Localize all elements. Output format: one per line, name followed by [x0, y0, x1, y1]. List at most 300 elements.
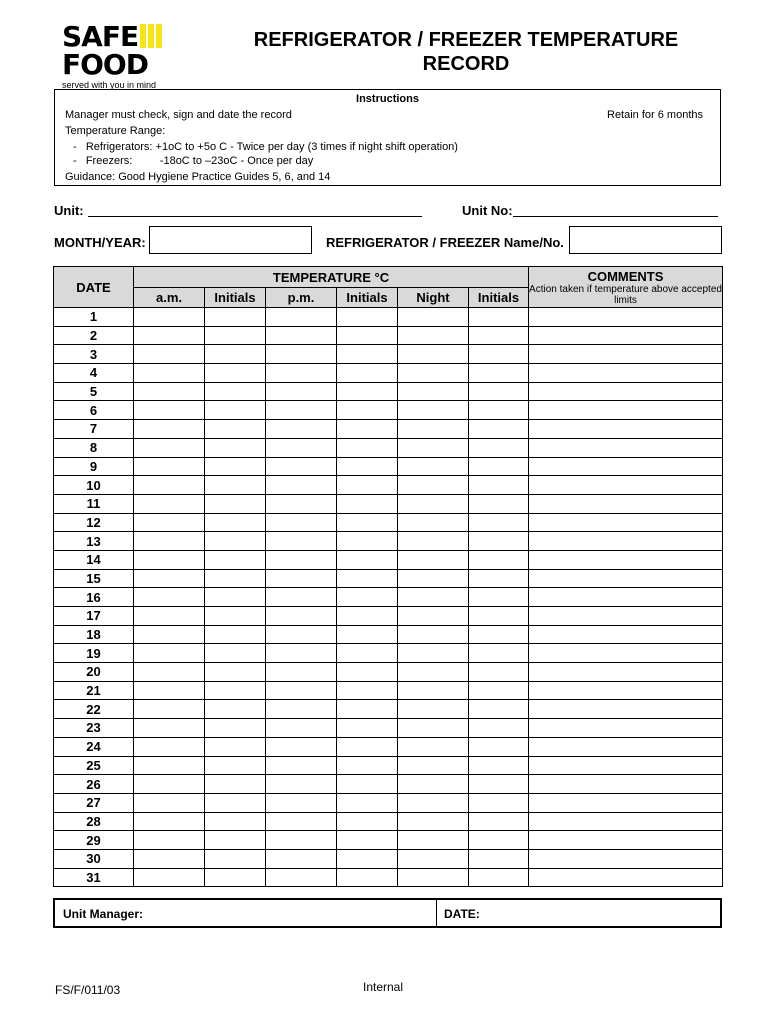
day-number: 26: [54, 775, 134, 794]
logo-tagline: served with you in mind: [62, 80, 157, 90]
day-number: 12: [54, 513, 134, 532]
comments-cell[interactable]: [529, 364, 723, 383]
night-initials-cell[interactable]: [469, 756, 529, 775]
am-initials-cell[interactable]: [205, 663, 266, 682]
comments-cell[interactable]: [529, 756, 723, 775]
pm-initials-cell[interactable]: [337, 588, 398, 607]
am-initials-cell[interactable]: [205, 625, 266, 644]
pm-initials-cell[interactable]: [337, 532, 398, 551]
night-initials-cell[interactable]: [469, 401, 529, 420]
table-row: [54, 831, 723, 850]
am-initials-cell[interactable]: [205, 382, 266, 401]
comments-cell[interactable]: [529, 663, 723, 682]
night-cell[interactable]: [398, 607, 469, 626]
col-pm: p.m.: [266, 288, 337, 308]
comments-cell[interactable]: [529, 849, 723, 868]
night-cell[interactable]: [398, 719, 469, 738]
am-cell[interactable]: [134, 849, 205, 868]
am-initials-cell[interactable]: [205, 756, 266, 775]
pm-cell[interactable]: [266, 513, 337, 532]
instruction-guidance: Guidance: Good Hygiene Practice Guides 5, 6, and 14: [65, 171, 331, 183]
night-initials-cell[interactable]: [469, 793, 529, 812]
instruction-retain: Retain for 6 months: [607, 109, 703, 121]
comments-cell[interactable]: [529, 625, 723, 644]
night-cell[interactable]: [398, 737, 469, 756]
am-initials-cell[interactable]: [205, 345, 266, 364]
day-number: 7: [54, 420, 134, 439]
am-cell[interactable]: [134, 756, 205, 775]
pm-initials-cell[interactable]: [337, 775, 398, 794]
am-cell[interactable]: [134, 812, 205, 831]
comments-cell[interactable]: [529, 420, 723, 439]
am-cell[interactable]: [134, 569, 205, 588]
logo-bars-icon: [140, 24, 170, 48]
pm-initials-cell[interactable]: [337, 569, 398, 588]
am-initials-cell[interactable]: [205, 364, 266, 383]
comments-cell[interactable]: [529, 532, 723, 551]
night-initials-cell[interactable]: [469, 457, 529, 476]
table-row: [54, 364, 723, 383]
am-cell[interactable]: [134, 775, 205, 794]
comments-title: COMMENTS: [587, 268, 664, 284]
day-number: 8: [54, 438, 134, 457]
am-cell[interactable]: [134, 382, 205, 401]
pm-cell[interactable]: [266, 663, 337, 682]
pm-cell[interactable]: [266, 438, 337, 457]
table-row: [54, 719, 723, 738]
night-cell[interactable]: [398, 700, 469, 719]
pm-initials-cell[interactable]: [337, 550, 398, 569]
pm-initials-cell[interactable]: [337, 476, 398, 495]
pm-cell[interactable]: [266, 775, 337, 794]
table-row: [54, 756, 723, 775]
night-cell[interactable]: [398, 868, 469, 887]
day-number: 9: [54, 457, 134, 476]
table-row: [54, 326, 723, 345]
day-number: 30: [54, 849, 134, 868]
night-cell[interactable]: [398, 513, 469, 532]
am-initials-cell[interactable]: [205, 607, 266, 626]
am-cell[interactable]: [134, 737, 205, 756]
am-initials-cell[interactable]: [205, 812, 266, 831]
unit-label: Unit:: [54, 203, 84, 218]
am-cell[interactable]: [134, 438, 205, 457]
night-cell[interactable]: [398, 494, 469, 513]
night-initials-cell[interactable]: [469, 345, 529, 364]
am-cell[interactable]: [134, 719, 205, 738]
classification: Internal: [363, 980, 404, 994]
pm-initials-cell[interactable]: [337, 513, 398, 532]
day-number: 5: [54, 382, 134, 401]
pm-initials-cell[interactable]: [337, 364, 398, 383]
pm-cell[interactable]: [266, 308, 337, 327]
night-initials-cell[interactable]: [469, 812, 529, 831]
pm-cell[interactable]: [266, 681, 337, 700]
am-cell[interactable]: [134, 588, 205, 607]
day-number: 23: [54, 719, 134, 738]
night-cell[interactable]: [398, 756, 469, 775]
pm-cell[interactable]: [266, 607, 337, 626]
table-row: [54, 420, 723, 439]
logo-word-safe: SAFE: [62, 20, 139, 53]
pm-initials-cell[interactable]: [337, 756, 398, 775]
am-cell[interactable]: [134, 663, 205, 682]
pm-initials-cell[interactable]: [337, 663, 398, 682]
comments-cell[interactable]: [529, 868, 723, 887]
am-initials-cell[interactable]: [205, 719, 266, 738]
comments-cell[interactable]: [529, 382, 723, 401]
pm-initials-cell[interactable]: [337, 401, 398, 420]
pm-initials-cell[interactable]: [337, 831, 398, 850]
page-title: [216, 28, 716, 76]
pm-initials-cell[interactable]: [337, 494, 398, 513]
pm-cell[interactable]: [266, 812, 337, 831]
pm-initials-cell[interactable]: [337, 849, 398, 868]
am-initials-cell[interactable]: [205, 868, 266, 887]
comments-cell[interactable]: [529, 737, 723, 756]
am-initials-cell[interactable]: [205, 644, 266, 663]
page-title-line1: REFRIGERATOR / FREEZER TEMPERATURE: [253, 29, 679, 51]
night-initials-cell[interactable]: [469, 849, 529, 868]
day-number: 13: [54, 532, 134, 551]
table-row: [54, 588, 723, 607]
night-initials-cell[interactable]: [469, 625, 529, 644]
pm-initials-cell[interactable]: [337, 625, 398, 644]
pm-cell[interactable]: [266, 326, 337, 345]
comments-cell[interactable]: [529, 569, 723, 588]
night-initials-cell[interactable]: [469, 775, 529, 794]
table-row: [54, 569, 723, 588]
pm-cell[interactable]: [266, 793, 337, 812]
table-row: [54, 457, 723, 476]
comments-cell[interactable]: [529, 401, 723, 420]
fridge-name-field[interactable]: [569, 226, 722, 254]
pm-cell[interactable]: [266, 737, 337, 756]
am-cell[interactable]: [134, 401, 205, 420]
pm-initials-cell[interactable]: [337, 326, 398, 345]
am-cell[interactable]: [134, 793, 205, 812]
am-cell[interactable]: [134, 513, 205, 532]
am-initials-cell[interactable]: [205, 569, 266, 588]
night-cell[interactable]: [398, 438, 469, 457]
table-row: [54, 849, 723, 868]
pm-cell[interactable]: [266, 644, 337, 663]
pm-cell[interactable]: [266, 550, 337, 569]
night-initials-cell[interactable]: [469, 719, 529, 738]
night-cell[interactable]: [398, 812, 469, 831]
am-cell[interactable]: [134, 476, 205, 495]
am-initials-cell[interactable]: [205, 775, 266, 794]
table-row: [54, 308, 723, 327]
day-number: 17: [54, 607, 134, 626]
comments-cell[interactable]: [529, 345, 723, 364]
am-initials-cell[interactable]: [205, 308, 266, 327]
instruction-temp-range: Temperature Range:: [65, 125, 166, 137]
pm-cell[interactable]: [266, 700, 337, 719]
am-initials-cell[interactable]: [205, 513, 266, 532]
pm-cell[interactable]: [266, 457, 337, 476]
pm-initials-cell[interactable]: [337, 607, 398, 626]
am-initials-cell[interactable]: [205, 737, 266, 756]
night-initials-cell[interactable]: [469, 644, 529, 663]
day-number: 10: [54, 476, 134, 495]
comments-cell[interactable]: [529, 494, 723, 513]
pm-cell[interactable]: [266, 420, 337, 439]
pm-initials-cell[interactable]: [337, 457, 398, 476]
table-row: [54, 681, 723, 700]
pm-cell[interactable]: [266, 756, 337, 775]
night-cell[interactable]: [398, 849, 469, 868]
night-cell[interactable]: [398, 625, 469, 644]
pm-cell[interactable]: [266, 719, 337, 738]
comments-cell[interactable]: [529, 681, 723, 700]
pm-cell[interactable]: [266, 588, 337, 607]
am-initials-cell[interactable]: [205, 793, 266, 812]
am-cell[interactable]: [134, 420, 205, 439]
am-initials-cell[interactable]: [205, 438, 266, 457]
night-initials-cell[interactable]: [469, 831, 529, 850]
comments-cell[interactable]: [529, 550, 723, 569]
pm-initials-cell[interactable]: [337, 382, 398, 401]
night-cell[interactable]: [398, 308, 469, 327]
pm-cell[interactable]: [266, 494, 337, 513]
table-row: [54, 793, 723, 812]
pm-cell[interactable]: [266, 569, 337, 588]
night-initials-cell[interactable]: [469, 326, 529, 345]
night-initials-cell[interactable]: [469, 438, 529, 457]
instructions-box: [54, 89, 721, 186]
logo-word-food: FOOD: [62, 48, 148, 81]
night-initials-cell[interactable]: [469, 513, 529, 532]
night-initials-cell[interactable]: [469, 588, 529, 607]
comments-cell[interactable]: [529, 438, 723, 457]
day-number: 18: [54, 625, 134, 644]
night-cell[interactable]: [398, 663, 469, 682]
am-initials-cell[interactable]: [205, 550, 266, 569]
temperature-table: [53, 266, 723, 887]
night-cell[interactable]: [398, 326, 469, 345]
table-row: [54, 438, 723, 457]
night-cell[interactable]: [398, 831, 469, 850]
table-row: [54, 476, 723, 495]
night-cell[interactable]: [398, 457, 469, 476]
am-initials-cell[interactable]: [205, 401, 266, 420]
night-cell[interactable]: [398, 775, 469, 794]
day-number: 19: [54, 644, 134, 663]
am-cell[interactable]: [134, 700, 205, 719]
day-number: 15: [54, 569, 134, 588]
pm-cell[interactable]: [266, 849, 337, 868]
day-number: 20: [54, 663, 134, 682]
night-initials-cell[interactable]: [469, 494, 529, 513]
night-cell[interactable]: [398, 345, 469, 364]
am-initials-cell[interactable]: [205, 849, 266, 868]
night-initials-cell[interactable]: [469, 364, 529, 383]
night-cell[interactable]: [398, 420, 469, 439]
comments-cell[interactable]: [529, 719, 723, 738]
pm-cell[interactable]: [266, 382, 337, 401]
am-initials-cell[interactable]: [205, 457, 266, 476]
pm-cell[interactable]: [266, 831, 337, 850]
unit-manager-label: Unit Manager:: [63, 907, 144, 921]
am-cell[interactable]: [134, 532, 205, 551]
day-number: 6: [54, 401, 134, 420]
pm-initials-cell[interactable]: [337, 868, 398, 887]
night-initials-cell[interactable]: [469, 868, 529, 887]
instructions-heading: Instructions: [356, 93, 419, 105]
table-row: [54, 737, 723, 756]
comments-cell[interactable]: [529, 457, 723, 476]
page-title-line2: RECORD: [422, 53, 510, 75]
day-number: 24: [54, 737, 134, 756]
day-number: 3: [54, 345, 134, 364]
night-cell[interactable]: [398, 382, 469, 401]
pm-initials-cell[interactable]: [337, 308, 398, 327]
night-initials-cell[interactable]: [469, 737, 529, 756]
table-row: [54, 644, 723, 663]
day-number: 21: [54, 681, 134, 700]
night-initials-cell[interactable]: [469, 681, 529, 700]
pm-initials-cell[interactable]: [337, 644, 398, 663]
pm-initials-cell[interactable]: [337, 345, 398, 364]
pm-cell[interactable]: [266, 401, 337, 420]
night-cell[interactable]: [398, 793, 469, 812]
night-cell[interactable]: [398, 644, 469, 663]
night-initials-cell[interactable]: [469, 532, 529, 551]
night-initials-cell[interactable]: [469, 420, 529, 439]
comments-cell[interactable]: [529, 588, 723, 607]
col-am-initials: Initials: [205, 288, 266, 308]
am-cell[interactable]: [134, 644, 205, 663]
pm-cell[interactable]: [266, 868, 337, 887]
comments-cell[interactable]: [529, 476, 723, 495]
night-cell[interactable]: [398, 569, 469, 588]
am-initials-cell[interactable]: [205, 700, 266, 719]
am-initials-cell[interactable]: [205, 494, 266, 513]
am-initials-cell[interactable]: [205, 532, 266, 551]
am-cell[interactable]: [134, 607, 205, 626]
night-cell[interactable]: [398, 550, 469, 569]
night-initials-cell[interactable]: [469, 308, 529, 327]
table-row: [54, 868, 723, 887]
signoff-box: [53, 898, 722, 928]
comments-cell[interactable]: [529, 326, 723, 345]
day-number: 28: [54, 812, 134, 831]
am-initials-cell[interactable]: [205, 831, 266, 850]
night-initials-cell[interactable]: [469, 663, 529, 682]
table-row: [54, 663, 723, 682]
night-initials-cell[interactable]: [469, 700, 529, 719]
night-initials-cell[interactable]: [469, 476, 529, 495]
comments-cell[interactable]: [529, 775, 723, 794]
instruction-refrigerators: - Refrigerators: +1oC to +5o C - Twice per day (3 times if night shift operation): [73, 141, 458, 153]
am-cell[interactable]: [134, 457, 205, 476]
date-header: DATE: [54, 267, 134, 308]
unit-no-line[interactable]: [513, 216, 718, 217]
am-cell[interactable]: [134, 681, 205, 700]
am-initials-cell[interactable]: [205, 588, 266, 607]
am-initials-cell[interactable]: [205, 420, 266, 439]
comments-header: [529, 267, 723, 308]
day-number: 11: [54, 494, 134, 513]
night-cell[interactable]: [398, 588, 469, 607]
am-initials-cell[interactable]: [205, 681, 266, 700]
pm-initials-cell[interactable]: [337, 420, 398, 439]
am-cell[interactable]: [134, 550, 205, 569]
pm-cell[interactable]: [266, 476, 337, 495]
night-initials-cell[interactable]: [469, 550, 529, 569]
pm-cell[interactable]: [266, 345, 337, 364]
pm-initials-cell[interactable]: [337, 737, 398, 756]
day-number: 16: [54, 588, 134, 607]
am-cell[interactable]: [134, 831, 205, 850]
pm-initials-cell[interactable]: [337, 793, 398, 812]
am-initials-cell[interactable]: [205, 326, 266, 345]
instruction-check: Manager must check, sign and date the record: [65, 109, 292, 121]
col-am: a.m.: [134, 288, 205, 308]
am-initials-cell[interactable]: [205, 476, 266, 495]
instruction-freezers: - Freezers: -18oC to –23oC - Once per day: [73, 155, 314, 167]
day-number: 31: [54, 868, 134, 887]
am-cell[interactable]: [134, 625, 205, 644]
day-number: 14: [54, 550, 134, 569]
night-initials-cell[interactable]: [469, 569, 529, 588]
night-cell[interactable]: [398, 476, 469, 495]
day-number: 4: [54, 364, 134, 383]
comments-cell[interactable]: [529, 644, 723, 663]
pm-initials-cell[interactable]: [337, 681, 398, 700]
night-cell[interactable]: [398, 401, 469, 420]
day-number: 2: [54, 326, 134, 345]
am-cell[interactable]: [134, 494, 205, 513]
table-row: [54, 382, 723, 401]
pm-initials-cell[interactable]: [337, 812, 398, 831]
night-cell[interactable]: [398, 681, 469, 700]
fridge-name-label: REFRIGERATOR / FREEZER Name/No.: [326, 235, 564, 250]
pm-cell[interactable]: [266, 532, 337, 551]
comments-cell[interactable]: [529, 831, 723, 850]
pm-cell[interactable]: [266, 364, 337, 383]
comments-cell[interactable]: [529, 308, 723, 327]
night-initials-cell[interactable]: [469, 607, 529, 626]
comments-cell[interactable]: [529, 793, 723, 812]
comments-cell[interactable]: [529, 700, 723, 719]
am-cell[interactable]: [134, 308, 205, 327]
am-cell[interactable]: [134, 868, 205, 887]
day-number: 27: [54, 793, 134, 812]
table-row: [54, 775, 723, 794]
am-cell[interactable]: [134, 345, 205, 364]
table-row: [54, 625, 723, 644]
col-night: Night: [398, 288, 469, 308]
comments-cell[interactable]: [529, 607, 723, 626]
pm-initials-cell[interactable]: [337, 719, 398, 738]
night-cell[interactable]: [398, 364, 469, 383]
pm-initials-cell[interactable]: [337, 700, 398, 719]
month-year-field[interactable]: [149, 226, 312, 254]
unit-line[interactable]: [88, 216, 422, 217]
am-cell[interactable]: [134, 364, 205, 383]
night-initials-cell[interactable]: [469, 382, 529, 401]
comments-subtitle: Action taken if temperature above accepted limits: [529, 283, 722, 306]
am-cell[interactable]: [134, 326, 205, 345]
pm-cell[interactable]: [266, 625, 337, 644]
month-year-label: MONTH/YEAR:: [54, 235, 146, 250]
comments-cell[interactable]: [529, 513, 723, 532]
pm-initials-cell[interactable]: [337, 438, 398, 457]
comments-cell[interactable]: [529, 812, 723, 831]
night-cell[interactable]: [398, 532, 469, 551]
